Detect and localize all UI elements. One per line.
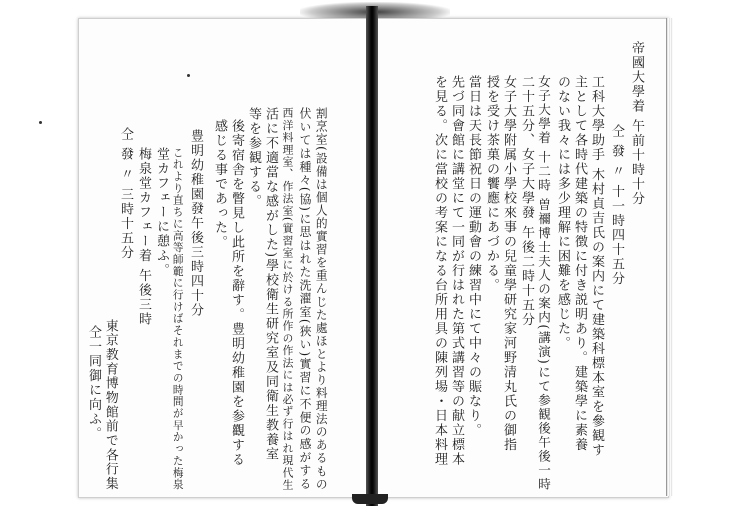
text-line: 當日は天長節祝日の運動會の練習中にて中々の賑なり。 xyxy=(466,75,481,438)
text-line: 授を受け茶菓の饗應にあづかる。 xyxy=(484,75,499,293)
text-line: 感じる事であった。 xyxy=(212,119,227,250)
text-line: を見る。次に當校の考案になる台所用具の陳列場・日本料理 xyxy=(432,75,447,467)
text-line: 東京教育博物館前で各行集 xyxy=(102,319,118,491)
text-line: 帝國大學着 午前十時十分 xyxy=(629,41,644,207)
text-line: 後寄宿舎を瞥見し此所を辭す。豊明幼稚園を参觀する xyxy=(229,119,244,467)
text-line: 活に不適當な感がした)學校衛生研究室及同衛生教養室 xyxy=(263,107,278,462)
text-line: 豊明幼稚園發午後三時四十分 xyxy=(188,129,203,318)
page-block-edge xyxy=(666,18,673,496)
text-line: 梅泉堂カフェー着 午後三時 xyxy=(136,147,151,327)
text-line: 仝 發 〃 十一時四十五分 xyxy=(609,124,624,286)
text-line: 主として各時代建築の特徴に付き説明あり。建築學に素養 xyxy=(572,75,587,452)
text-line: 等を参観する。 xyxy=(246,107,261,209)
text-line: 割烹室(設備は個人的實習を重んじた處ほとより料理法のあるもの xyxy=(314,107,329,492)
text-line: 二十五分、女子大學發 午後二時十五分 xyxy=(519,75,534,328)
text-line: 西洋料理室、作法室(實習室に於ける所作の作法には必ず行はれ現代生 xyxy=(280,107,294,492)
gutter-shadow xyxy=(352,494,388,504)
left-page xyxy=(78,18,371,498)
text-line: 女子大學着 十二時 曽禰博士夫人の案内(講演)にて参観後午後一時 xyxy=(536,75,552,492)
book-gutter xyxy=(366,6,378,506)
text-line: のない我々には多少理解に困難を感じた。 xyxy=(555,75,570,351)
ink-speck xyxy=(39,121,42,124)
text-line: 堂カフェーに憩ふ。 xyxy=(154,147,169,278)
text-line: 仝一同御に向ふ。 xyxy=(86,325,101,441)
text-line: 先づ同會館に講堂にて一同が行はれた第式講習等の献立標本 xyxy=(449,75,464,467)
text-line: 伏いては種々(協)に思はれた洗濯室(狹い)實習に不便の感がする xyxy=(297,107,312,491)
text-line: 仝 發 〃 三時十五分 xyxy=(118,127,133,260)
text-line: 工科大學助手 木村貞吉氏の案内にて建築科標本室を參観す xyxy=(589,75,604,458)
ink-speck xyxy=(187,74,190,77)
text-line: これより直ちに高等師範に行けばそれまでの時間が早かった梅泉 xyxy=(171,147,185,491)
right-page xyxy=(372,18,669,498)
text-line: 女子大學附属小學校來事の兒童學研究家河野清丸氏の御指 xyxy=(501,75,516,452)
